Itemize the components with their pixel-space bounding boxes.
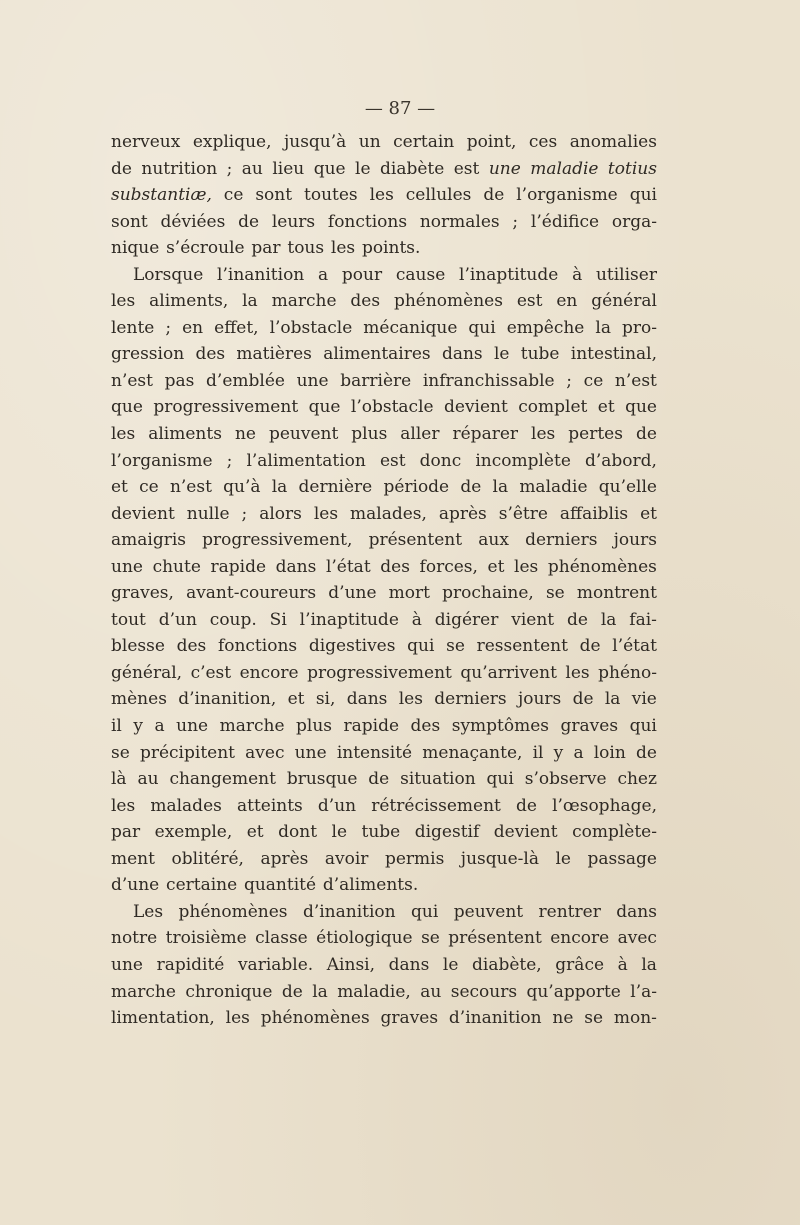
- text-line: limentation, les phénomènes graves d’inanition ne se mon-: [111, 1008, 657, 1029]
- text-line: marche chronique de la maladie, au secours qu’apporte l’a-: [111, 981, 657, 1002]
- text-line: nerveux explique, jusqu’à un certain point, ces anomalies: [111, 132, 657, 152]
- text-line: l’organisme ; l’alimentation est donc incomplète d’abord,: [111, 450, 657, 471]
- text-line: Les phénomènes d’inanition qui peuvent rentrer dans: [133, 901, 657, 922]
- text-line: de nutrition ; au lieu que le diabète est une maladie totius: [111, 158, 657, 179]
- text-line: devient nulle ; alors les malades, après s’être affaiblis et: [111, 503, 657, 524]
- text-line: Lorsque l’inanition a pour cause l’inaptitude à utiliser: [133, 264, 657, 285]
- text-line: il y a une marche plus rapide des symptômes graves qui: [111, 716, 657, 737]
- text-line: tout d’un coup. Si l’inaptitude à digérer vient de la fai-: [111, 609, 657, 630]
- text-line: une chute rapide dans l’état des forces, et les phénomènes: [111, 556, 657, 577]
- text-line: les malades atteints d’un rétrécissement de l’œsophage,: [111, 795, 657, 816]
- text-line: notre troisième classe étiologique se présentent encore avec: [111, 928, 657, 949]
- text-line: général, c’est encore progressivement qu’arrivent les phéno-: [111, 662, 657, 683]
- body-text: [111, 129, 657, 1032]
- text-line: gression des matières alimentaires dans le tube intestinal,: [111, 344, 657, 365]
- text-line: amaigris progressivement, présentent aux derniers jours: [111, 530, 657, 551]
- text-line: sont déviées de leurs fonctions normales ; l’édifice orga-: [111, 211, 657, 232]
- text-line: ment oblitéré, après avoir permis jusque-là le passage: [111, 848, 657, 869]
- text-line: nique s’écroule par tous les points.: [111, 238, 421, 259]
- text-line: d’une certaine quantité d’aliments.: [111, 875, 419, 896]
- text-line: lente ; en effet, l’obstacle mécanique qui empêche la pro-: [111, 317, 657, 338]
- text-line: les aliments ne peuvent plus aller réparer les pertes de: [111, 424, 657, 445]
- text-line: là au changement brusque de situation qui s’observe chez: [111, 769, 657, 790]
- text-line: et ce n’est qu’à la dernière période de la maladie qu’elle: [111, 477, 657, 498]
- page-number: — 87 —: [364, 98, 436, 119]
- text-line: graves, avant-coureurs d’une mort prochaine, se montrent: [111, 583, 657, 604]
- text-line: par exemple, et dont le tube digestif devient complète-: [111, 822, 657, 843]
- text-line: substantiæ, ce sont toutes les cellules de l’organisme qui: [111, 185, 657, 206]
- text-line: se précipitent avec une intensité menaçante, il y a loin de: [111, 742, 657, 763]
- text-line: que progressivement que l’obstacle devient complet et que: [111, 397, 657, 418]
- text-line: blesse des fonctions digestives qui se ressentent de l’état: [111, 636, 657, 657]
- text-line: une rapidité variable. Ainsi, dans le diabète, grâce à la: [111, 954, 657, 975]
- text-line: les aliments, la marche des phénomènes est en général: [111, 291, 657, 312]
- text-line: n’est pas d’emblée une barrière infranchissable ; ce n’est: [111, 370, 657, 391]
- text-line: mènes d’inanition, et si, dans les derniers jours de la vie: [111, 689, 657, 710]
